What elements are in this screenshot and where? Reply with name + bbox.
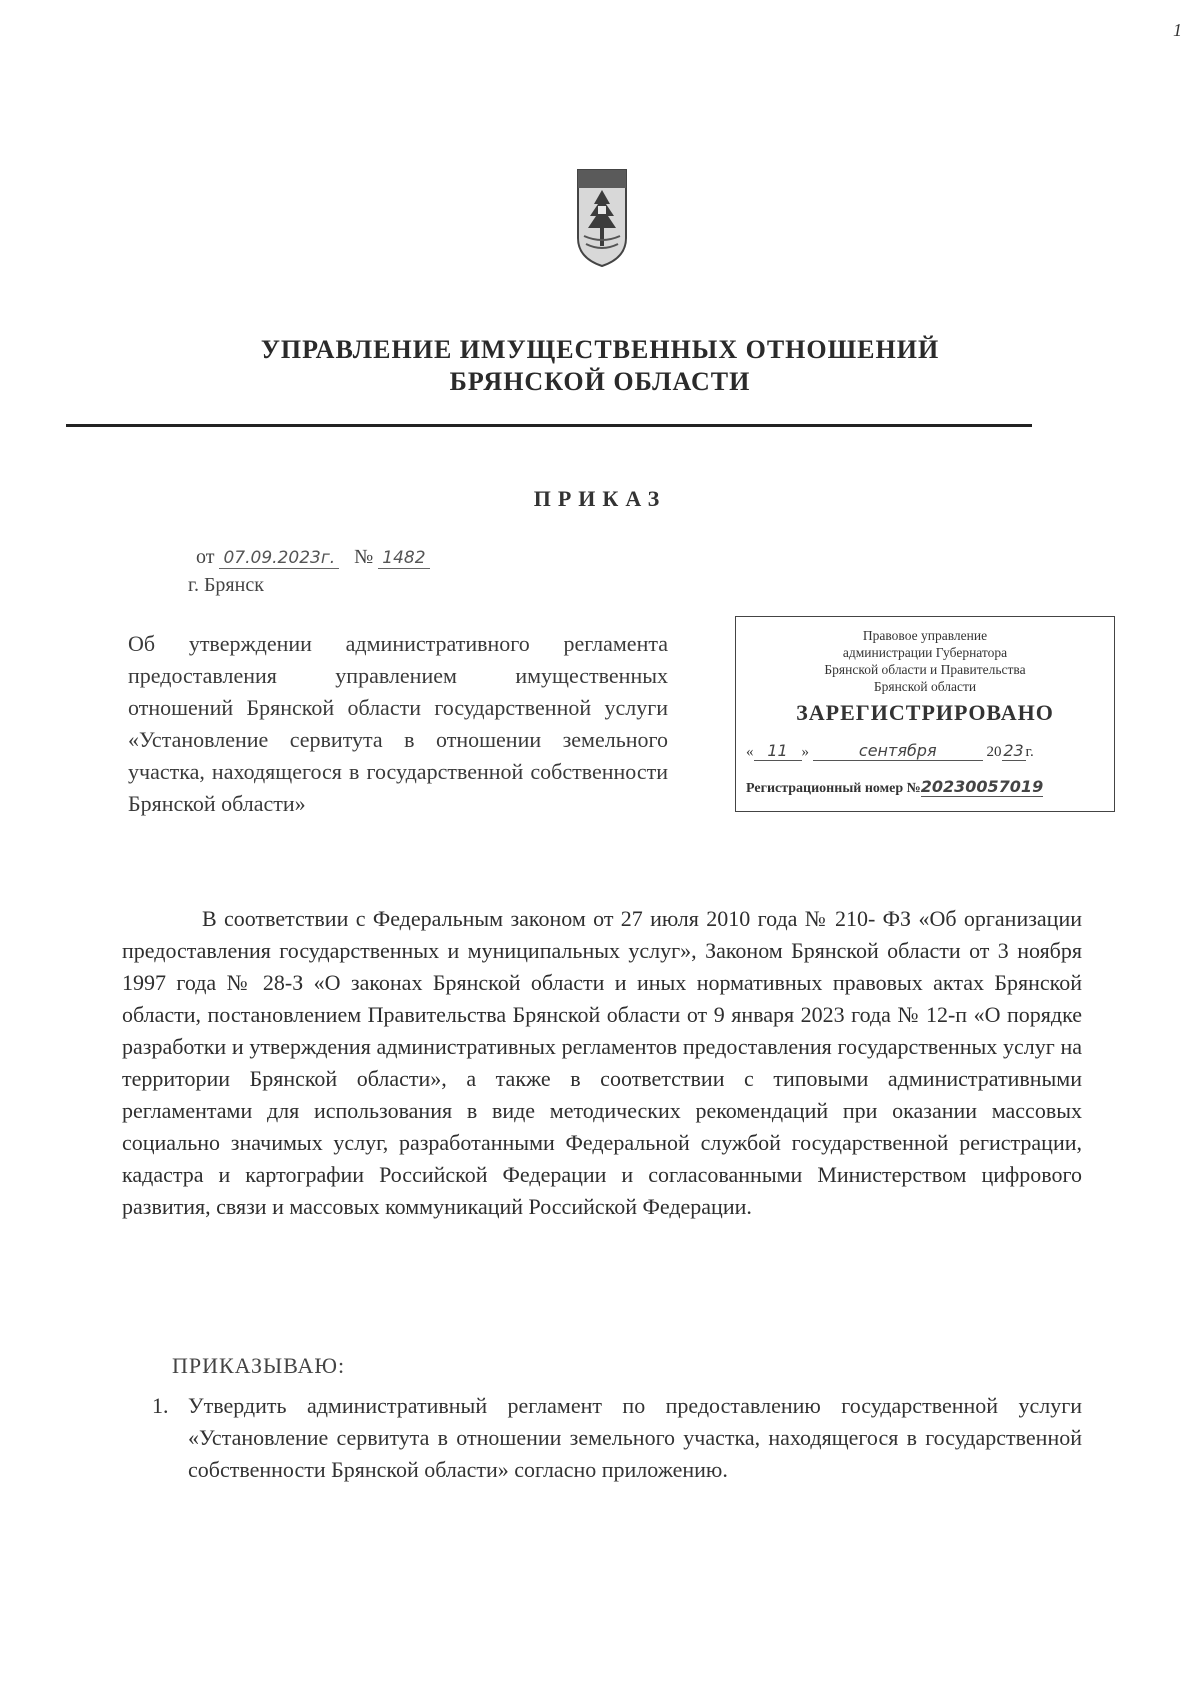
order-city: г. Брянск bbox=[188, 574, 264, 596]
number-prefix: № bbox=[354, 546, 374, 568]
order-subject-text: Об утверждении административного регламента предоставления управлением имущественных отношений Брянской области государственной услуги «Установление сервитута в отношении земельного участка, находящегося в государственной собственности bbox=[128, 631, 668, 784]
stamp-regno-value: 20230057019 bbox=[920, 777, 1044, 796]
org-title-line1: УПРАВЛЕНИЕ ИМУЩЕСТВЕННЫХ ОТНОШЕНИЙ bbox=[260, 335, 940, 364]
coat-of-arms-icon bbox=[574, 166, 630, 270]
header-divider bbox=[66, 424, 1032, 427]
stamp-date: « 11 » сентября 20 23 г. bbox=[746, 741, 1034, 760]
order-item-number: 1. bbox=[152, 1393, 169, 1418]
date-prefix: от bbox=[196, 546, 215, 568]
order-basis-paragraph bbox=[122, 903, 1082, 1223]
stamp-line3: Брянской области и Правительства bbox=[824, 662, 1026, 677]
document-type-title: ПРИКАЗ bbox=[533, 486, 667, 511]
order-date-line bbox=[196, 546, 430, 569]
order-date-value: 07.09.2023г. bbox=[219, 548, 339, 569]
registration-stamp bbox=[735, 616, 1115, 812]
stamp-registration-number bbox=[746, 777, 1108, 797]
stamp-year-suffix: 23 bbox=[1003, 741, 1024, 760]
order-subject bbox=[128, 628, 668, 820]
order-number-value: 1482 bbox=[378, 548, 429, 569]
stamp-registered: ЗАРЕГИСТРИРОВАНО bbox=[796, 700, 1054, 725]
org-title-line2: БРЯНСКОЙ ОБЛАСТИ bbox=[449, 367, 751, 396]
stamp-regno-label: Регистрационный номер № bbox=[746, 781, 921, 796]
order-item bbox=[152, 1390, 1082, 1486]
stamp-day: 11 bbox=[754, 741, 802, 761]
page-number: 1 bbox=[1173, 20, 1182, 40]
order-directive: ПРИКАЗЫВАЮ: bbox=[172, 1353, 346, 1378]
order-subject-last-line: Брянской области» bbox=[128, 791, 306, 816]
stamp-line4: Брянской области bbox=[873, 679, 977, 694]
stamp-line1: Правовое управление bbox=[862, 628, 988, 643]
stamp-year-prefix: 20 bbox=[986, 744, 1002, 760]
stamp-year-unit: г. bbox=[1025, 744, 1034, 760]
order-item-text: Утвердить административный регламент по предоставлению государственной услуги «Установление сервитута в отношении земельного участка, находящегося в государственной собственности Брянской области» согласно приложению. bbox=[188, 1393, 1082, 1482]
stamp-line2: администрации Губернатора bbox=[842, 645, 1008, 660]
order-basis-text: В соответствии с Федеральным законом от 27 июля 2010 года № 210- ФЗ «Об организации предоставления государственных и муниципальных услуг», Законом Брянской области от 3 ноября 1997 года № 28-З «О законах Брянской области и иных нормативных правовых актах Брянской области, постановлением Правительства Брянской области от 9 января 2023 года № 12-п «О порядке разработки и утверждения административных регламентов предоставления государственных услуг на территории Брянской области», а также в соответствии с типовыми административными регламентами для использования в виде методических рекомендаций при оказании массовых социально значимых услуг, разработанными Федеральной службой государственной регистрации, кадастра и картографии Российской Федерации и согласованными Министерством цифрового развития, связи и массовых коммуникаций Российской Федерации. bbox=[122, 906, 1082, 1219]
stamp-month: сентября bbox=[813, 741, 983, 761]
